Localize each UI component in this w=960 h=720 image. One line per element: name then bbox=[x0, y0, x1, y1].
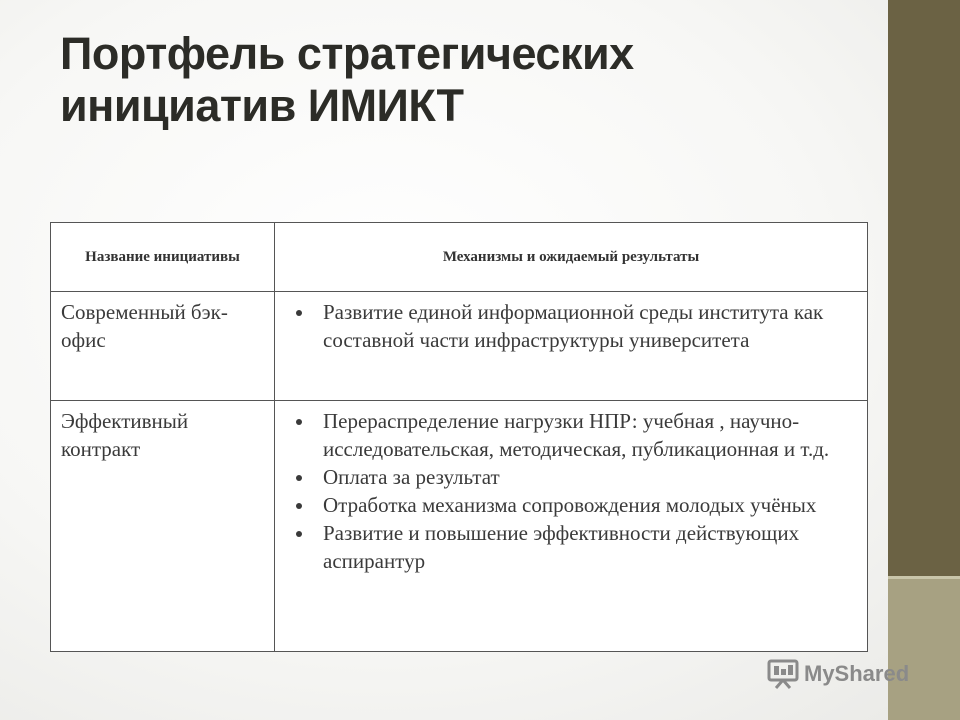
list-item: • Развитие единой информационной среды института как составной части инфраструктуры университета bbox=[315, 298, 857, 354]
myshared-watermark bbox=[766, 656, 909, 692]
sidebar-divider bbox=[888, 576, 960, 579]
header-initiative-name: Название инициативы bbox=[51, 223, 275, 292]
table-header-row bbox=[51, 223, 868, 292]
header-mechanisms: Механизмы и ожидаемый результаты bbox=[275, 223, 868, 292]
table-row bbox=[51, 292, 868, 401]
slide-title-line-1: Портфель стратегических bbox=[60, 28, 634, 79]
sidebar-accent-block bbox=[888, 576, 960, 720]
mechanisms-list bbox=[285, 407, 857, 575]
slide-title bbox=[60, 28, 860, 132]
list-item: • Перераспределение нагрузки НПР: учебная , научно-исследовательская, методическая, публикационная и т.д. bbox=[315, 407, 857, 463]
mechanisms-cell bbox=[275, 292, 868, 401]
slide-title-line-2: инициатив ИМИКТ bbox=[60, 80, 464, 131]
list-item: • Отработка механизма сопровождения молодых учёных bbox=[315, 491, 857, 519]
list-item: • Оплата за результат bbox=[315, 463, 857, 491]
presentation-board-icon bbox=[766, 657, 800, 691]
initiative-name-cell: Эффективный контракт bbox=[51, 401, 275, 652]
mechanisms-cell bbox=[275, 401, 868, 652]
mechanisms-list bbox=[285, 298, 857, 354]
watermark-text: MyShared bbox=[804, 661, 910, 686]
initiative-name-cell: Современный бэк-офис bbox=[51, 292, 275, 401]
list-item: • Развитие и повышение эффективности действующих аспирантур bbox=[315, 519, 857, 575]
initiatives-table bbox=[50, 222, 868, 652]
table-row bbox=[51, 401, 868, 652]
